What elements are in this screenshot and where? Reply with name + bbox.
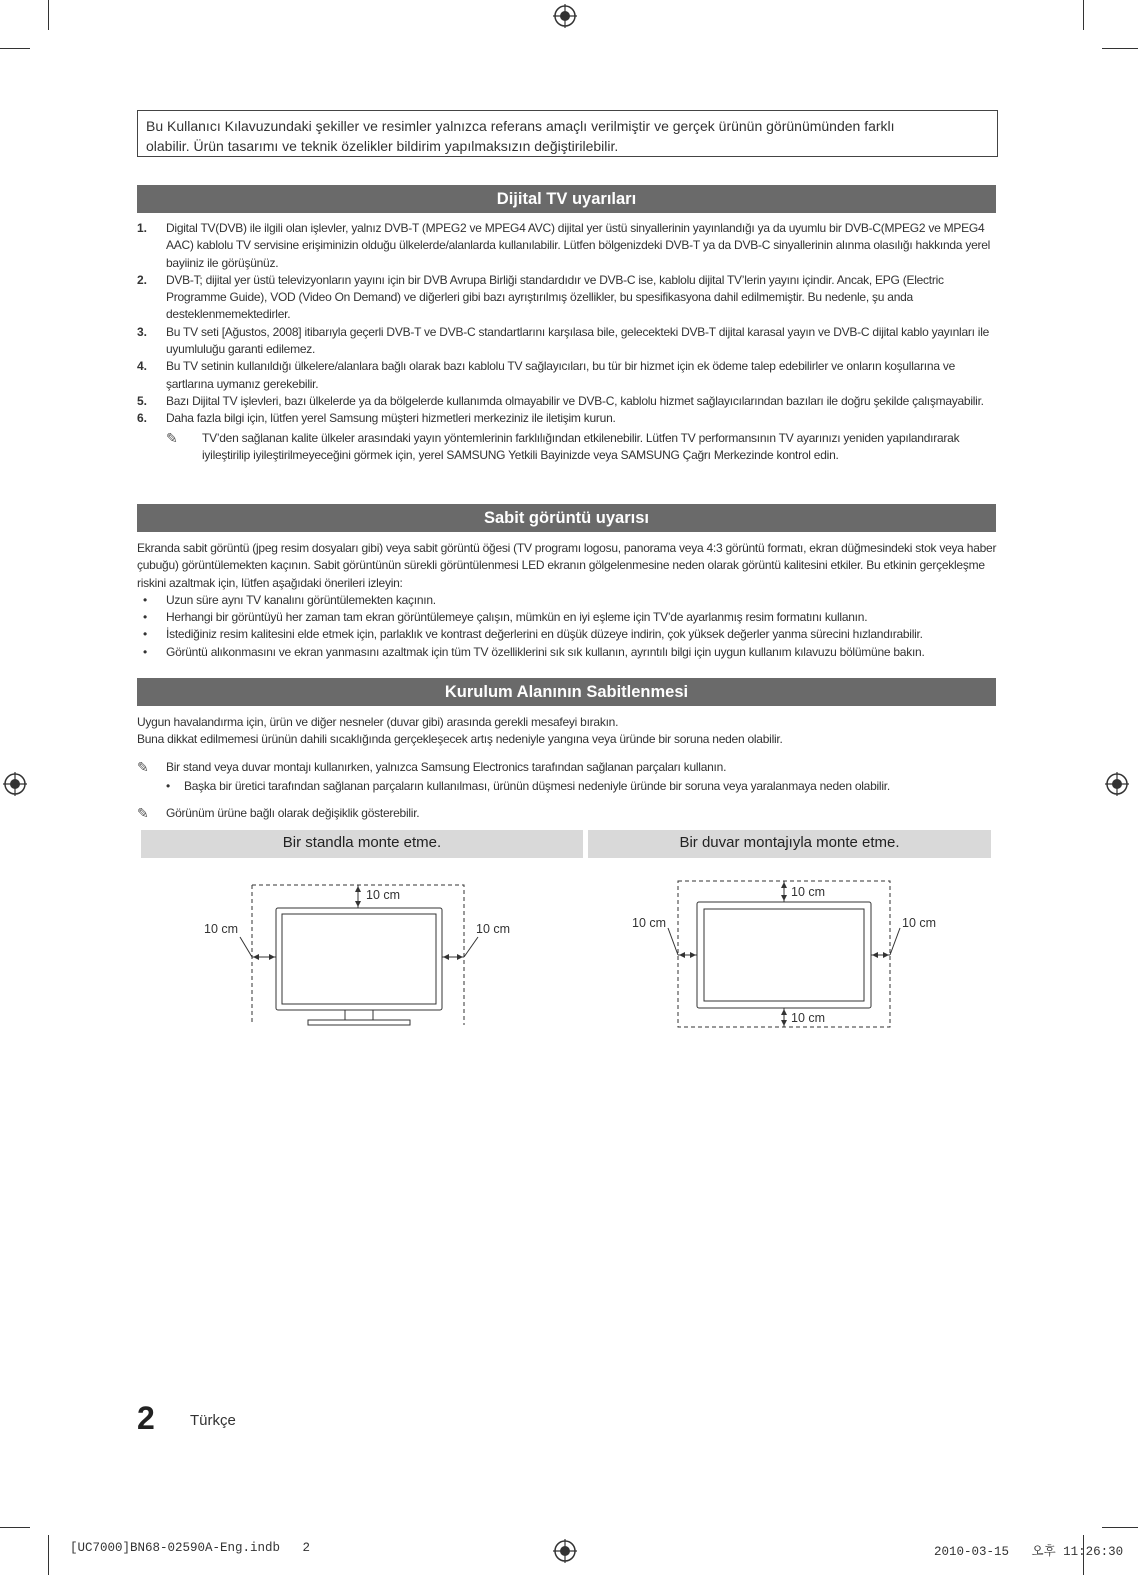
bullet: •: [143, 592, 147, 607]
disclaimer-line: Bu Kullanıcı Kılavuzundaki şekiller ve resimler yalnızca referans amaçlı verilmiştir ve gerçek ürünün görünümünden farklı: [146, 118, 895, 134]
disclaimer-box: [137, 110, 998, 157]
crop-mark: [1083, 0, 1084, 30]
dimension-label: 10 cm: [632, 916, 667, 930]
dimension-label: 10 cm: [204, 922, 239, 936]
page-number: 2: [137, 1400, 155, 1436]
item-number: 6.: [137, 411, 148, 426]
item-text: Bu TV seti [Ağustos, 2008] itibarıyla geçerli DVB-T ve DVB-C standartlarını karşılasa bile, gelecekteki DVB-T dijital karasal yayın ve DVB-C dijital kablo yayınları ile uyumluluğu garanti edilemez.: [166, 324, 990, 357]
item-number: 1.: [137, 221, 148, 235]
registration-mark-icon: [553, 1539, 577, 1563]
dimension-label: 10 cm: [366, 888, 401, 902]
item-text: Digital TV(DVB) ile ilgili olan işlevler, yalnız DVB-T (MPEG2 ve MPEG4 AVC) dijital yer üstü sinyallerinin yayınlandığı ya da uyumlu bir DVB-C(MPEG2 ve MPEG4 AAC) kablolu TV servisine erişiminizin olduğu ülkelerde/alanlarda kullanılabilir. Lütfen bölgenizdeki DVB-T ya da DVB-C sinyallerinin alınma olasılığı hakkında yerel bayiiniz ile görüşünüz.: [166, 221, 991, 270]
pencil-note-icon: ✎: [137, 805, 149, 822]
note: [137, 759, 997, 776]
item-text: Görüntü alıkonmasını ve ekran yanmasını azaltmak için tüm TV özelliklerini sık sık kullanın, ayrıntılı bilgi için uygun kullanım kılavuzu bölümüne bakın.: [166, 644, 925, 659]
item-text: Herhangi bir görüntüyü her zaman tam ekran görüntülemeye çalışın, mümkün en iyi eşleme için TV’de ayarlanmış resim formatını kullanın.: [166, 610, 868, 625]
still-image-section: [137, 540, 997, 661]
item-text: Bu TV setinin kullanıldığı ülkelere/alanlara bağlı olarak bazı kablolu TV sağlayıcıları, bu tür bir hizmet için ek ödeme talep edebilirler ve onların koşullarına ve şartlarına uymanız gerekebilir.: [166, 359, 955, 391]
item-text: Daha fazla bilgi için, lütfen yerel Samsung müşteri hizmetleri merkeziniz ile iletişim kurun.: [166, 411, 616, 426]
list-item: [137, 220, 997, 272]
dimension-label: 10 cm: [476, 922, 511, 936]
digital-tv-list: [137, 220, 997, 464]
registration-mark-icon: [553, 4, 577, 28]
section-heading-installation: Kurulum Alanının Sabitlenmesi: [137, 678, 996, 706]
crop-mark: [0, 48, 30, 49]
item-text: Bazı Dijital TV işlevleri, bazı ülkelerde ya da bölgelerde kullanımda olmayabilir ve DVB-C, kablolu hizmet sağlayıcılarından bazıları ile doğru şekilde çalışmayabilir.: [166, 393, 984, 408]
stand-clearance-diagram: [190, 875, 530, 1035]
note: [137, 805, 997, 822]
list-item: [137, 358, 997, 393]
list-item: [137, 592, 997, 609]
body-line: Uygun havalandırma için, ürün ve diğer nesneler (duvar gibi) arasında gerekli mesafeyi bırakın.: [137, 715, 619, 729]
item-number: 4.: [137, 359, 148, 374]
note: [137, 430, 997, 465]
bullet: •: [143, 644, 147, 659]
dimension-label: 10 cm: [791, 1011, 826, 1025]
wall-mount-heading: Bir duvar montajıyla monte etme.: [588, 830, 991, 858]
sub-bullet-text: Başka bir üretici tarafından sağlanan parçaların kullanılması, ürünün düşmesi nedeniyle üründe bir soruna veya yaralanmaya neden olabilir.: [184, 778, 890, 793]
wall-clearance-diagram: [628, 870, 948, 1035]
pencil-note-icon: ✎: [137, 758, 149, 775]
section-heading-digital-tv: Dijital TV uyarıları: [137, 185, 996, 213]
item-number: 2.: [137, 272, 148, 287]
list-item: [137, 410, 997, 427]
list-item: [137, 626, 997, 643]
crop-mark: [48, 0, 49, 30]
item-text: DVB-T; dijital yer üstü televizyonların yayını için bir DVB Avrupa Birliği standardıdır ve DVB-C ise, kablolu dijital TV’lerin yayını içindir. Ancak, EPG (Electric Programme Guide), VOD (Video On Demand) ve diğerleri gibi bazı ayrıştırılmış özellikler, bu spesifikasyona dahil edilmemiştir. Bu nedenle, şu anda desteklenmemektedirler.: [166, 272, 944, 322]
item-number: 3.: [137, 324, 148, 339]
section-heading-still-image: Sabit görüntü uyarısı: [137, 504, 996, 532]
body-line: Buna dikkat edilmemesi ürünün dahili sıcaklığında gerçekleşecek artış nedeniyle yangına veya üründe bir soruna neden olabilir.: [137, 732, 783, 747]
bullet-list: [137, 592, 997, 661]
list-item: [137, 324, 997, 359]
crop-mark: [48, 1535, 49, 1575]
item-text: İstediğiniz resim kalitesini elde etmek için, parlaklık ve kontrast değerlerini en düşük düzeye indirin, çok yüksek değerler yanma sürecini hızlandırabilir.: [166, 627, 923, 642]
item-text: Uzun süre aynı TV kanalını görüntülemekten kaçının.: [166, 592, 436, 607]
intro-paragraph: Ekranda sabit görüntü (jpeg resim dosyaları gibi) veya sabit görüntü öğesi (TV programı logosu, panorama veya 4:3 görüntü formatı, ekran düğmesindeki stok veya haber çubuğu) görüntülemekten kaçının. Sabit görüntünün sürekli görüntülenmesi LED ekranın gölgelenmesine neden olarak görüntü kalitesini etkiler. Bu etkinin gerçekleşme riskini azaltmak için, lütfen aşağıdaki önerileri izleyin:: [137, 541, 997, 590]
list-item: [137, 272, 997, 324]
bullet: •: [166, 778, 170, 793]
registration-mark-icon: [3, 772, 27, 796]
item-number: 5.: [137, 393, 148, 408]
bullet: •: [143, 610, 147, 625]
note-text: Bir stand veya duvar montajı kullanırken, yalnızca Samsung Electronics tarafından sağlanan parçaları kullanın.: [166, 759, 727, 774]
registration-mark-icon: [1105, 772, 1129, 796]
footer-timestamp: 2010-03-15 오후 11:26:30: [934, 1545, 1124, 1559]
list-item: [137, 609, 997, 626]
list-item: [137, 393, 997, 410]
list-item: [137, 644, 997, 661]
crop-mark: [1102, 1527, 1138, 1528]
installation-section: [137, 714, 997, 822]
bullet: •: [143, 627, 147, 642]
stand-mount-heading: Bir standla monte etme.: [141, 830, 583, 858]
dimension-label: 10 cm: [902, 916, 937, 930]
dimension-label: 10 cm: [791, 885, 826, 899]
pencil-note-icon: ✎: [166, 429, 178, 446]
note-text: TV’den sağlanan kalite ülkeler arasındaki yayın yöntemlerinin farklılığından etkilenebilir. Lütfen TV performansının TV ayarınızı yeniden yapılandırarak iyileştirilip iyileştirilmeyeceğini görmek için, yerel SAMSUNG Yetkili Bayinizde veya SAMSUNG Çağrı Merkezinde kontrol edin.: [202, 430, 960, 462]
page-language: Türkçe: [190, 1412, 236, 1429]
crop-mark: [0, 1527, 30, 1528]
footer-file-info: [UC7000]BN68-02590A-Eng.indb 2: [70, 1541, 311, 1555]
note-text: Görünüm ürüne bağlı olarak değişiklik gösterebilir.: [166, 806, 420, 821]
crop-mark: [1102, 48, 1138, 49]
sub-bullet: [137, 778, 997, 795]
disclaimer-line: olabilir. Ürün tasarımı ve teknik özelikler bildirim yapılmaksızın değiştirilebilir.: [146, 138, 619, 154]
